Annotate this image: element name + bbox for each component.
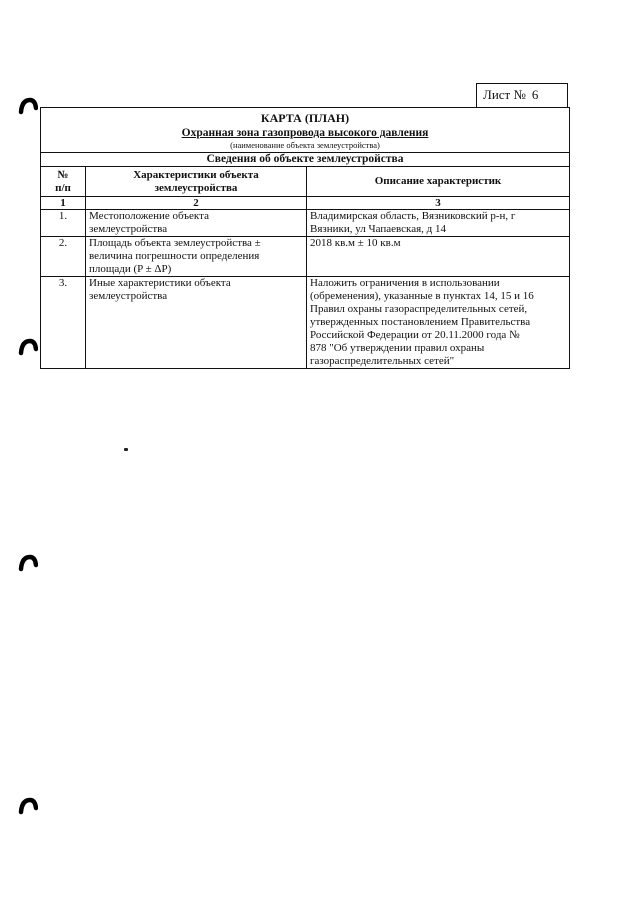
row-characteristic — [86, 237, 307, 277]
text-line: 878 "Об утверждении правил охраны — [310, 342, 485, 354]
text-line: Местоположение объекта — [89, 210, 209, 222]
text-line: Иные характеристики объекта — [89, 277, 231, 289]
text-line: землеустройства — [89, 223, 168, 235]
column-number: 1 — [41, 197, 86, 210]
sheet-number: 6 — [531, 87, 539, 102]
column-header-number-line: № — [57, 168, 69, 181]
punch-hole-mark — [18, 553, 38, 573]
table-row — [41, 277, 570, 369]
column-header-number — [41, 167, 86, 197]
row-characteristic — [86, 210, 307, 237]
text-line: 2018 кв.м ± 10 кв.м — [310, 237, 401, 249]
row-description — [307, 277, 570, 369]
row-number: 3. — [41, 277, 86, 369]
text-line: величина погрешности определения — [89, 250, 260, 262]
row-description — [307, 237, 570, 277]
sheet-label: Лист № — [483, 87, 526, 102]
text-line: Вязники, ул Чапаевская, д 14 — [310, 223, 447, 235]
row-number: 1. — [41, 210, 86, 237]
column-header-characteristic-line: Характеристики объекта — [133, 168, 259, 181]
row-number: 2. — [41, 237, 86, 277]
text-line: Площадь объекта землеустройства ± — [89, 237, 261, 249]
punch-hole-mark — [18, 796, 38, 816]
column-number: 3 — [307, 197, 570, 210]
text-line: утвержденных постановлением Правительства — [310, 316, 531, 328]
punch-hole-mark — [18, 337, 38, 357]
column-header-description: Описание характеристик — [307, 167, 570, 197]
column-header-characteristic-line: землеустройства — [154, 181, 238, 194]
text-line: газораспределительных сетей" — [310, 355, 455, 367]
column-header-characteristic — [86, 167, 307, 197]
column-number: 2 — [86, 197, 307, 210]
text-line: площади (P ± ΔP) — [89, 263, 172, 275]
text-line: землеустройства — [89, 290, 168, 302]
text-line: Наложить ограничения в использовании — [310, 277, 500, 289]
land-survey-table — [40, 107, 570, 369]
row-description — [307, 210, 570, 237]
table-row — [41, 210, 570, 237]
text-line: Владимирская область, Вязниковский р-н, г — [310, 210, 516, 222]
row-characteristic — [86, 277, 307, 369]
table-row — [41, 237, 570, 277]
text-line: Российской Федерации от 20.11.2000 года № — [310, 329, 520, 341]
text-line: (обременения), указанные в пунктах 14, 15 и 16 — [310, 290, 534, 302]
document-title: КАРТА (ПЛАН) — [260, 111, 350, 125]
section-title: Сведения об объекте землеустройства — [41, 153, 570, 167]
column-header-number-line: п/п — [55, 181, 71, 194]
punch-hole-mark — [18, 96, 38, 116]
document-header — [41, 108, 570, 153]
scan-speck — [124, 448, 128, 451]
object-name: Охранная зона газопровода высокого давления — [181, 127, 429, 139]
sheet-number-box — [476, 83, 568, 107]
object-name-caption: (наименование объекта землеустройства) — [230, 140, 380, 150]
text-line: Правил охраны газораспределительных сетей, — [310, 303, 528, 315]
